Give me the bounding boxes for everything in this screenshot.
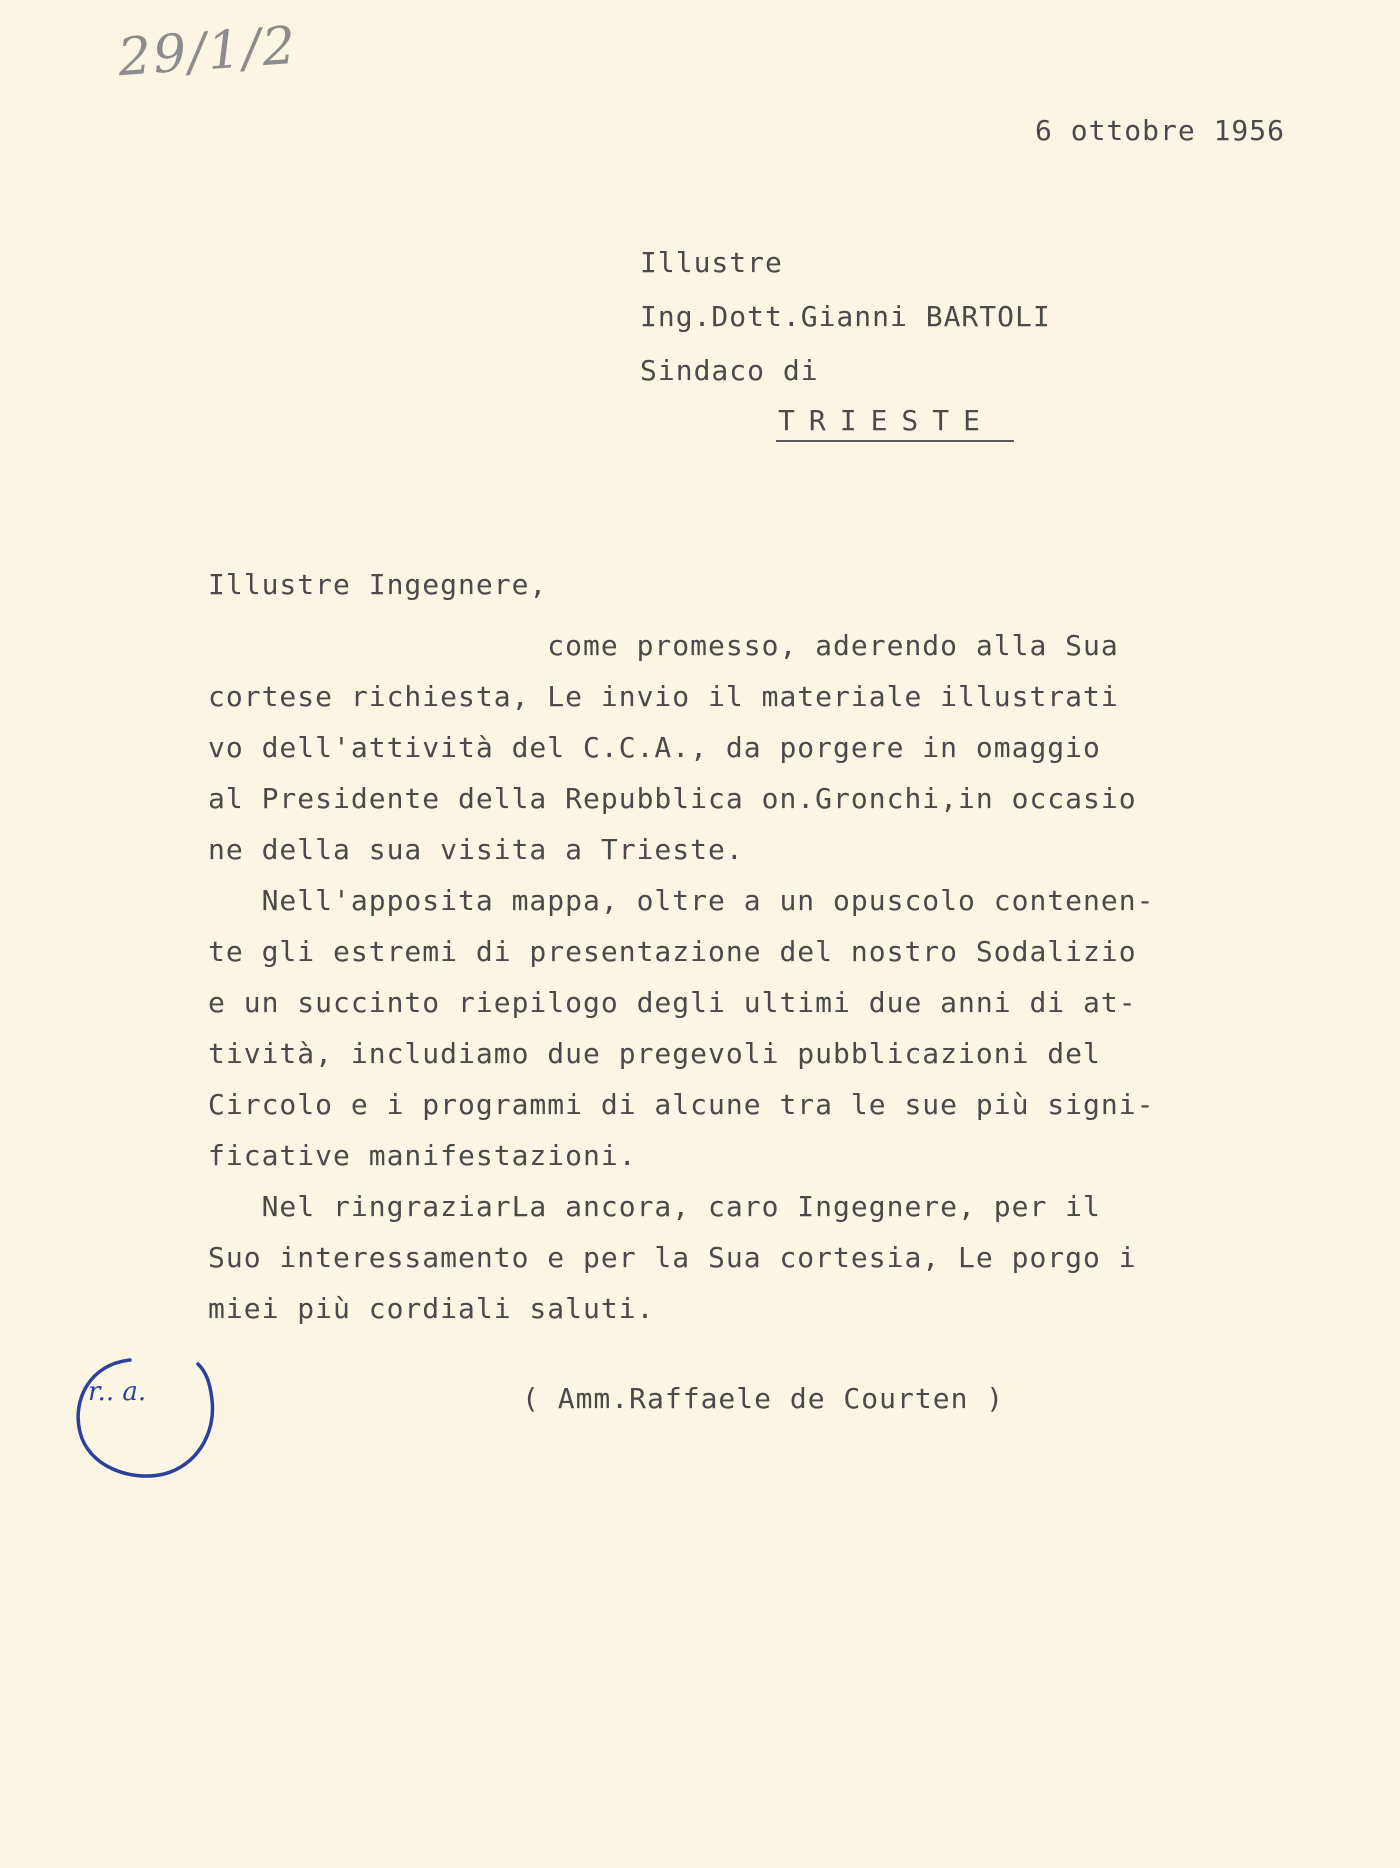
signature: ( Amm.Raffaele de Courten ) xyxy=(522,1382,1005,1415)
body-line: cortese richiesta, Le invio il materiale illustrati xyxy=(208,680,1119,713)
salutation: Illustre Ingegnere, xyxy=(208,568,548,601)
body-line: te gli estremi di presentazione del nostro Sodalizio xyxy=(208,935,1137,968)
blue-ink-stamp xyxy=(60,1330,220,1490)
body-line: miei più cordiali saluti. xyxy=(208,1292,655,1325)
handwritten-reference-note: 29/1/2 xyxy=(116,15,300,89)
body-line: Nell'apposita mappa, oltre a un opuscolo contenen- xyxy=(208,884,1155,917)
body-line: al Presidente della Repubblica on.Gronchi,in occasio xyxy=(208,782,1137,815)
body-line: ne della sua visita a Trieste. xyxy=(208,833,744,866)
stamp-initials: r.. a. xyxy=(88,1377,147,1407)
addressee-line-2: Ing.Dott.Gianni BARTOLI xyxy=(640,300,1051,333)
letter-body xyxy=(208,620,1154,1334)
body-line: come promesso, aderendo alla Sua xyxy=(208,629,1119,662)
body-line: vo dell'attività del C.C.A., da porgere in omaggio xyxy=(208,731,1101,764)
body-line: Nel ringraziarLa ancora, caro Ingegnere, per il xyxy=(208,1190,1101,1223)
body-line: tività, includiamo due pregevoli pubblicazioni del xyxy=(208,1037,1101,1070)
letter-date: 6 ottobre 1956 xyxy=(1035,114,1286,147)
addressee-line-3: Sindaco di xyxy=(640,354,819,387)
body-line: ficative manifestazioni. xyxy=(208,1139,637,1172)
addressee-city: TRIESTE xyxy=(778,404,995,437)
body-line: e un succinto riepilogo degli ultimi due anni di at- xyxy=(208,986,1137,1019)
body-line: Circolo e i programmi di alcune tra le sue più signi- xyxy=(208,1088,1155,1121)
addressee-line-1: Illustre xyxy=(640,246,783,279)
body-line: Suo interessamento e per la Sua cortesia, Le porgo i xyxy=(208,1241,1137,1274)
city-underline xyxy=(776,440,1014,442)
